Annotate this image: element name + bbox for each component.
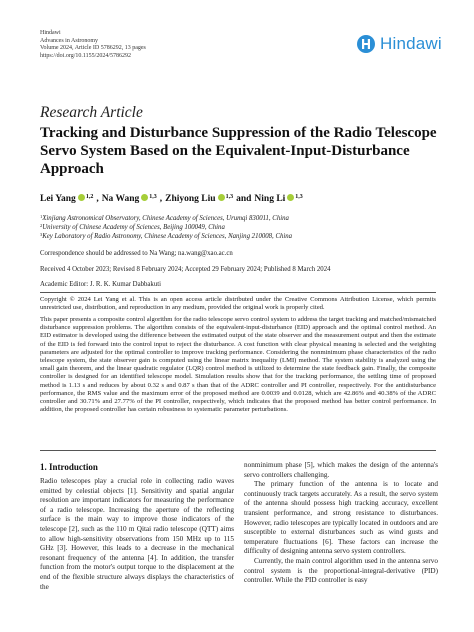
body-paragraph: Currently, the main control algorithm used in the antenna servo control system is the proportional-integral-derivative (PID) controller. While the PID controller is easy [244,556,438,585]
body-paragraph: Radio telescopes play a crucial role in collecting radio waves emitted by celestial objects [1]. Sensitivity and spatial angular resolution are important indicators for measuring the performance of a radio telescope. Increasing the aperture of the reflecting surface is the main way to improve those indicators of the telescope [2], such as the 110 m Qitai radio telescope (QTT) aims to allow high-sensitivity observations from 150 MHz up to 115 GHz [3]. However, this leads to a decrease in the mechanical resonant frequency of the antenna [4]. In addition, the transfer function from the motor's output torque to the displacement at the end of the flexible structure always displays the characteristics of the [40,477,234,591]
author-item[interactable] [165,194,233,204]
hindawi-logo [356,34,442,54]
publisher-name: Hindawi [40,30,61,36]
affiliation-text: Xinjiang Astronomical Observatory, Chinese Academy of Sciences, Urumqi 830011, China [42,215,289,222]
doi-link[interactable]: https://doi.org/10.1155/2024/5786292 [40,52,132,59]
body-paragraph: nonminimum phase [5], which makes the design of the antenna's servo controllers challenging. [244,461,438,479]
author-separator: , [96,194,99,204]
author-name: Ning Li [254,194,286,204]
copyright-notice: Copyright © 2024 Lei Yang et al. This is an open access article distributed under the Creative Commons Attribution License, which permits unrestricted use, distribution, and reproduction in any medium, provided the original work is properly cited. [40,296,436,312]
author-affil-sup: 1,3 [149,194,157,200]
affiliation-item [40,223,292,232]
correspondence: Correspondence should be addressed to Na Wang; na.wang@xao.ac.cn [40,250,233,257]
author-list [40,194,303,204]
brand-name: Hindawi [380,34,442,53]
author-item[interactable] [254,194,302,204]
affiliation-text: Key Laboratory of Radio Astronomy, Chinese Academy of Sciences, Nanjing 210008, China [42,233,293,240]
affiliation-sup: 1 [40,214,43,219]
abstract: This paper presents a composite control algorithm for the radio telescope servo control system to address the target tracking and matched/mismatched disturbance suppression problems. The algorithm consists of the equivalent-input-disturbance (EID) approach and the optimal control method. An EID estimator is developed using the difference between the estimated output of the state observer and the measurement output and then the estimate of the EID is fed forward into the control input to reject the disturbance. A cost function with clear physical meaning is selected and the weighting parameters are adjusted for the optimal controller to improve tracking performance. Considering the nonminimum phase characteristics of the radio telescope system, the state observer gain is computed using the linear matrix inequality (LMI) method. The system stability is analyzed using the small gain theorem, and the linear quadratic regulator (LQR) control method is utilized to determine the state feedback gain. Finally, the composite controller is designed for an identified telescope model. Simulation results show that for the tracking performance, the settling time of proposed method is 1.13 s and reduces by about 0.32 s and 0.87 s than that of the ADRC controller and PI controller, respectively. For the antidisturbance performance, the RMS value and the maximum error of the proposed method are 0.0039 and 0.0128, which are 42.86% and 40.38% of the ADRC controller and 30.71% and 27.77% of the PI controller, respectively, which indicates that the proposed method has better control performance. In addition, the proposed controller has certain robustness to systematic parameter perturbations. [40,316,436,414]
volume-info: Volume 2024, Article ID 5786292, 13 pages [40,45,146,52]
orcid-icon[interactable] [78,194,85,201]
orcid-icon[interactable] [218,194,225,201]
affiliation-list [40,214,292,241]
body-column-right [244,461,438,586]
author-name: Zhiyong Liu [165,194,216,204]
article-type: Research Article [40,104,143,121]
affiliation-item [40,232,292,241]
author-affil-sup: 1,3 [295,194,303,200]
article-dates: Received 4 October 2023; Revised 8 February 2024; Accepted 29 February 2024; Published 8 March 2024 [40,266,331,273]
divider [40,450,436,451]
journal-name: Advances in Astronomy [40,37,98,44]
academic-editor: Academic Editor: J. R. K. Kumar Dabbakuti [40,281,161,288]
author-separator: , [159,194,163,204]
author-affil-sup: 1,3 [225,194,234,200]
author-item[interactable] [40,194,93,204]
hindawi-logo-icon [356,34,376,54]
author-name: Lei Yang [40,194,76,204]
affiliation-text: University of Chinese Academy of Sciences, Beijing 100049, China [42,224,225,231]
journal-meta [40,30,146,60]
author-name: Na Wang [101,194,140,204]
section-heading: 1. Introduction [40,462,98,472]
orcid-icon[interactable] [141,194,148,201]
body-column-left [40,477,234,592]
affiliation-item [40,214,292,223]
body-paragraph: The primary function of the antenna is to locate and continuously track targets accurately. As a result, the servo system of the antenna should possess high tracking accuracy, excellent transient performance, and strong resistance to disturbances. However, radio telescopes are typically located in outdoors and are susceptible to external disturbances such as wind gusts and temperature fluctuations [6]. These factors can increase the difficulty of designing antenna servo system controllers. [244,480,438,556]
affiliation-sup: 3 [40,232,43,237]
divider [40,292,436,293]
author-item[interactable] [102,194,157,204]
orcid-icon[interactable] [287,194,294,201]
author-affil-sup: 1,2 [85,194,94,200]
author-separator: and [236,194,252,204]
article-title: Tracking and Disturbance Suppression of the Radio Telescope Servo System Based on the Equivalent-Input-Disturbance Approach [40,125,437,177]
affiliation-sup: 2 [40,223,43,228]
